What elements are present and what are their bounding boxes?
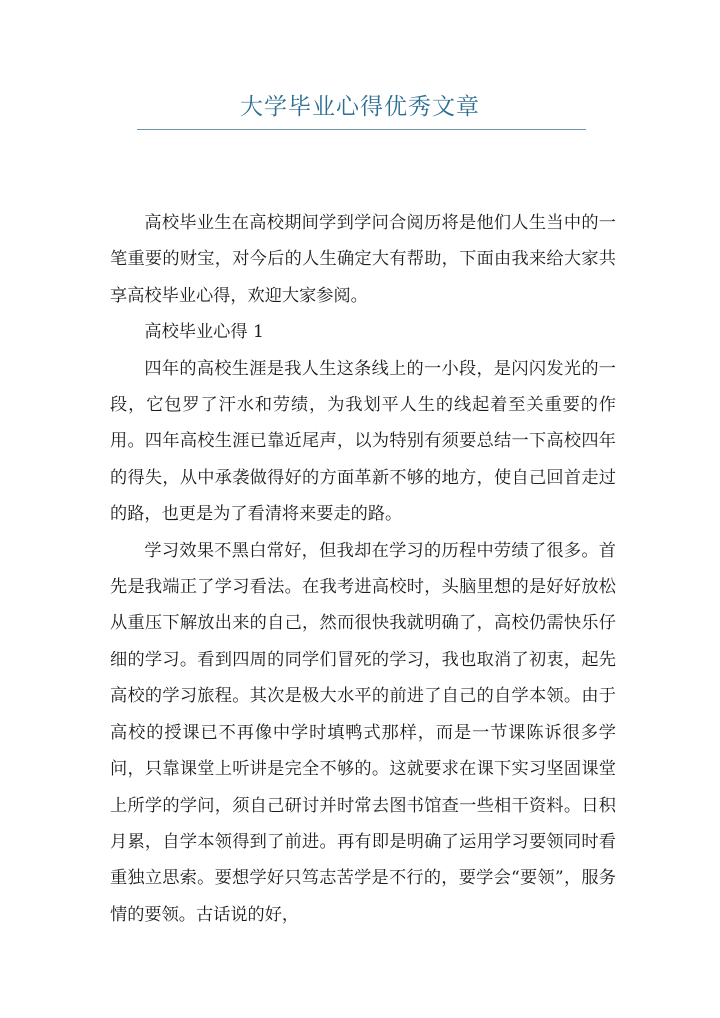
paragraph-body: 学习效果不黑白常好，但我却在学习的历程中劳绩了很多。首先是我端正了学习看法。在我考进高校时，头脑里想的是好好放松从重压下解放出来的自己，然而很快我就明确了，高校仍需快乐仔细的学习。看到四周的同学们冒死的学习，我也取消了初衷，起先高校的学习旅程。其次是极大水平的前进了自己的自学本领。由于高校的授课已不再像中学时填鸭式那样，而是一节课陈诉很多学问，只靠课堂上听讲是完全不够的。这就要求在课下实习坚固课堂上所学的学问，须自己研讨并时常去图书馆查一些相干资料。日积月累，自学本领得到了前进。再有即是明确了运用学习要领同时看重独立思索。要想学好只笃志苦学是不行的，要学会“要领”，服务情的要领。古话说的好， xyxy=(110,540,616,925)
section-heading: 高校毕业心得 1 xyxy=(144,322,264,343)
paragraph-intro: 高校毕业生在高校期间学到学问合阅历将是他们人生当中的一笔重要的财宝，对今后的人生确定大有帮助，下面由我来给大家共享高校毕业心得，欢迎大家参阅。 xyxy=(110,213,616,306)
paragraph-body: 四年的高校生涯是我人生这条线上的一小段，是闪闪发光的一段，它包罗了汗水和劳绩，为我划平人生的线起着至关重要的作用。四年高校生涯已靠近尾声，以为特别有须要总结一下高校四年的得失，从中承袭做得好的方面革新不够的地方，使自己回首走过的路，也更是为了看清将来要走的路。 xyxy=(110,358,616,525)
document-body xyxy=(110,205,616,933)
document-title: 大学毕业心得优秀文章 xyxy=(240,94,480,120)
title-divider xyxy=(137,129,586,130)
